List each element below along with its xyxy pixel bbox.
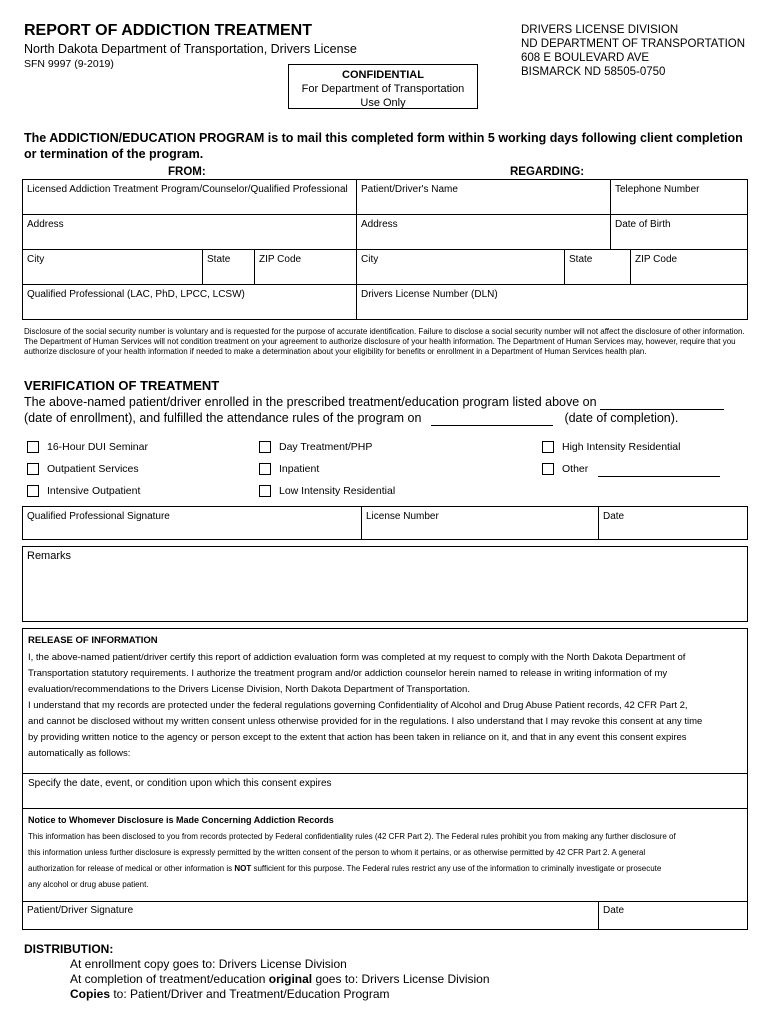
- dln-label: Drivers License Number (DLN): [361, 289, 498, 300]
- qp-date-field[interactable]: [599, 507, 747, 539]
- notice-line-3a: authorization for release of medical or other information is: [28, 864, 235, 873]
- zip-reg-label: ZIP Code: [635, 254, 678, 265]
- release-line-1: I, the above-named patient/driver certify this report of addiction evaluation form was completed at my request to comply with the North Dakota Department of: [28, 652, 686, 663]
- address-reg-field[interactable]: [357, 215, 611, 250]
- city-from-label: City: [27, 254, 45, 265]
- remarks-label: Remarks: [27, 550, 72, 562]
- qualified-professional-field[interactable]: [23, 285, 357, 320]
- zip-from-field[interactable]: [255, 250, 357, 285]
- verification-text: [24, 394, 754, 426]
- info-table: [22, 179, 748, 320]
- address-line-4: BISMARCK ND 58505-0750: [521, 66, 666, 78]
- telephone-label: Telephone Number: [615, 184, 700, 195]
- zip-from-label: ZIP Code: [259, 254, 302, 265]
- qp-signature-field[interactable]: [23, 507, 362, 539]
- patient-name-field[interactable]: [357, 180, 611, 215]
- patient-signature-row: [23, 901, 747, 929]
- release-line-6: by providing written notice to the agency or person except to the extent that action has been taken in reliance on it, and that in any event this consent expires: [28, 732, 687, 743]
- qualified-professional-label: Qualified Professional (LAC, PhD, LPCC, LCSW): [27, 289, 245, 300]
- checkbox-low-intensity-residential[interactable]: [259, 485, 271, 497]
- city-reg-label: City: [361, 254, 379, 265]
- checkbox-inpatient[interactable]: [259, 463, 271, 475]
- label-intensive-outpatient: Intensive Outpatient: [47, 485, 141, 497]
- distribution-line-3: [24, 987, 490, 1002]
- checkbox-intensive-outpatient[interactable]: [27, 485, 39, 497]
- consent-expiry-label: Specify the date, event, or condition upon which this consent expires: [28, 778, 332, 789]
- release-line-7: automatically as follows:: [28, 748, 131, 759]
- consent-expiry-field[interactable]: [23, 773, 747, 809]
- address-line-2: ND DEPARTMENT OF TRANSPORTATION: [521, 38, 746, 50]
- dob-label: Date of Birth: [615, 219, 671, 230]
- form-title: REPORT OF ADDICTION TREATMENT: [24, 22, 312, 39]
- qp-signature-label: Qualified Professional Signature: [27, 511, 170, 522]
- ssn-disclosure-notice: Disclosure of the social security number is voluntary and is requested for the purpose of accurate identification. Failure to disclose a social security number will not affect the disclosure of other information. The Department of Human Services will not condition treatment on your agreement to authorize disclosure of your health information. The Department of Human Services may, however, require that you authorize disclosure of your health information if needed to make a determination about your eligibility for benefits or enrollment in a Department of Human Services health plan.: [24, 327, 745, 356]
- label-outpatient-services: Outpatient Services: [47, 463, 139, 475]
- confidential-line-1: For Department of Transportation: [301, 83, 465, 95]
- form-number: SFN 9997 (9-2019): [24, 58, 114, 70]
- notice-line-4: any alcohol or drug abuse patient.: [28, 880, 149, 889]
- notice-line-2: this information unless further disclosure is expressly permitted by the written consent of the person to whom it pertains, or as otherwise permitted by 42 CFR Part 2. A general: [28, 848, 646, 857]
- patient-signature-label: Patient/Driver Signature: [27, 905, 134, 916]
- release-line-3: evaluation/recommendations to the Drivers License Division, North Dakota Department of Transportation.: [28, 684, 470, 695]
- patient-date-field[interactable]: [599, 902, 747, 929]
- notice-line-3: [28, 861, 744, 877]
- notice-block: [28, 815, 744, 893]
- distribution-line-2-original: original: [268, 972, 313, 986]
- checkbox-day-treatment[interactable]: [259, 441, 271, 453]
- qp-date-label: Date: [603, 511, 625, 522]
- checkbox-other[interactable]: [542, 463, 554, 475]
- address-from-label: Address: [27, 219, 64, 230]
- remarks-field[interactable]: [22, 546, 748, 622]
- distribution-heading: DISTRIBUTION:: [24, 942, 114, 956]
- release-text: [28, 650, 744, 762]
- telephone-field[interactable]: [611, 180, 748, 215]
- checkbox-high-intensity-residential[interactable]: [542, 441, 554, 453]
- release-line-5: and cannot be disclosed without my written consent unless otherwise provided for in the regulations. I also understand that I may revoke this consent at any time: [28, 716, 703, 727]
- mailing-address: [521, 23, 745, 79]
- distribution-line-2c: goes to: Drivers License Division: [312, 972, 490, 986]
- patient-name-label: Patient/Driver's Name: [361, 184, 458, 195]
- program-label: Licensed Addiction Treatment Program/Counselor/Qualified Professional: [27, 184, 348, 195]
- verification-heading: VERIFICATION OF TREATMENT: [24, 378, 220, 393]
- release-line-2: Transportation statutory requirements. I authorize the treatment program and/or addiction counselor herein named to release in writing information of my: [28, 668, 668, 679]
- distribution-block: [24, 942, 490, 1002]
- confidential-line-2: Use Only: [360, 97, 406, 109]
- release-section: [22, 628, 748, 930]
- other-blank[interactable]: [598, 476, 720, 477]
- dln-field[interactable]: [357, 285, 748, 320]
- label-low-intensity-residential: Low Intensity Residential: [279, 485, 396, 497]
- release-heading: RELEASE OF INFORMATION: [28, 635, 158, 646]
- label-other: Other: [562, 463, 589, 475]
- distribution-line-3-copies: Copies: [70, 987, 111, 1001]
- completion-date-blank[interactable]: [431, 413, 553, 426]
- confidential-title: CONFIDENTIAL: [342, 69, 424, 81]
- distribution-line-1: At enrollment copy goes to: Drivers License Division: [70, 957, 347, 971]
- label-day-treatment: Day Treatment/PHP: [279, 441, 373, 453]
- regarding-heading: REGARDING:: [510, 166, 585, 178]
- city-from-field[interactable]: [23, 250, 203, 285]
- distribution-line-2: [24, 972, 490, 987]
- distribution-line-3b: to: Patient/Driver and Treatment/Education Program: [110, 987, 390, 1001]
- license-number-label: License Number: [366, 511, 439, 522]
- city-reg-field[interactable]: [357, 250, 565, 285]
- release-body: [28, 635, 744, 762]
- program-field[interactable]: [23, 180, 357, 215]
- department-name: North Dakota Department of Transportation, Drivers License: [24, 42, 357, 56]
- notice-line-1: This information has been disclosed to you from records protected by Federal confidentiality rules (42 CFR Part 2). The Federal rules prohibit you from making any further disclosure of: [28, 832, 676, 841]
- state-reg-field[interactable]: [565, 250, 631, 285]
- address-line-3: 608 E BOULEVARD AVE: [521, 52, 650, 64]
- zip-reg-field[interactable]: [631, 250, 748, 285]
- label-inpatient: Inpatient: [279, 463, 320, 475]
- state-from-field[interactable]: [203, 250, 255, 285]
- checkbox-dui-seminar[interactable]: [27, 441, 39, 453]
- verification-line-1: The above-named patient/driver enrolled in the prescribed treatment/education program listed above on: [24, 395, 597, 409]
- checkbox-outpatient-services[interactable]: [27, 463, 39, 475]
- state-from-label: State: [207, 254, 231, 265]
- qp-signature-row: [22, 506, 748, 540]
- release-line-4: I understand that my records are protected under the federal regulations governing Confidentiality of Alcohol and Drug Abuse Patient records, 42 CFR Part 2,: [28, 700, 688, 711]
- from-heading: FROM:: [168, 166, 206, 178]
- verification-line-2a: (date of enrollment), and fulfilled the attendance rules of the program on: [24, 411, 422, 425]
- notice-line-3-not: NOT: [234, 864, 252, 873]
- address-line-1: DRIVERS LICENSE DIVISION: [521, 24, 679, 36]
- address-from-field[interactable]: [23, 215, 357, 250]
- enrollment-date-blank[interactable]: [600, 397, 724, 410]
- distribution-line-2a: At completion of treatment/education: [70, 972, 269, 986]
- notice-text: [28, 829, 744, 893]
- license-number-field[interactable]: [362, 507, 599, 539]
- label-high-intensity-residential: High Intensity Residential: [562, 441, 681, 453]
- state-reg-label: State: [569, 254, 593, 265]
- confidential-box: [288, 64, 478, 109]
- notice-line-3c: sufficient for this purpose. The Federal rules restrict any use of the information to criminally investigate or prosecute: [251, 864, 662, 873]
- address-reg-label: Address: [361, 219, 398, 230]
- patient-date-label: Date: [603, 905, 625, 916]
- verification-line-2b: (date of completion).: [564, 411, 679, 425]
- intro-instructions: The ADDICTION/EDUCATION PROGRAM is to mail this completed form within 5 working days following client completion or termination of the program.: [24, 131, 743, 161]
- notice-heading: Notice to Whomever Disclosure is Made Concerning Addiction Records: [28, 815, 334, 825]
- patient-signature-field[interactable]: [23, 902, 599, 929]
- dob-field[interactable]: [611, 215, 748, 250]
- label-dui-seminar: 16-Hour DUI Seminar: [47, 441, 148, 453]
